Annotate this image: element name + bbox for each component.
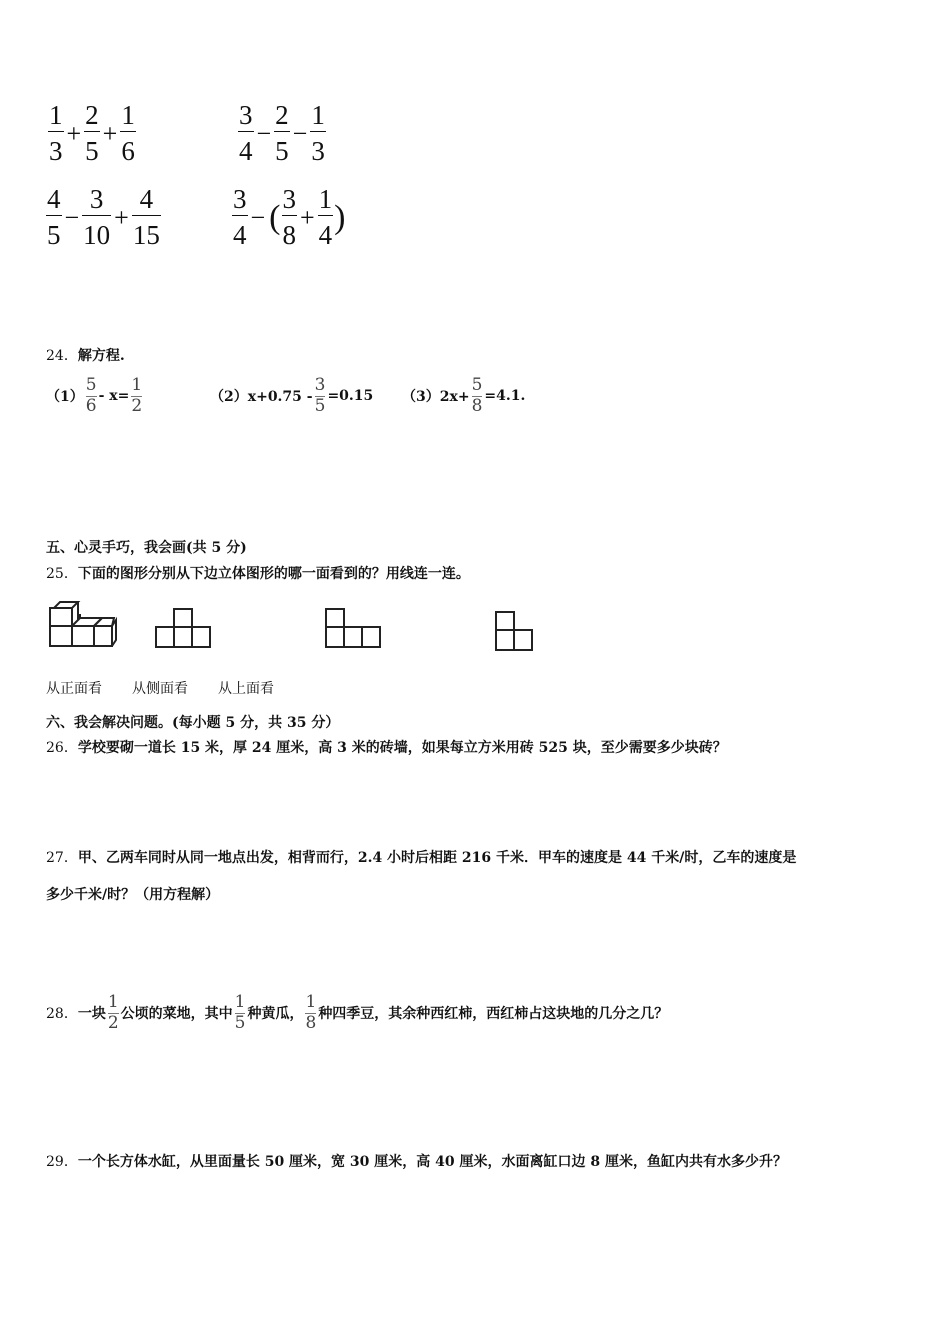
operator: −: [292, 118, 308, 148]
fraction: 1 3: [49, 100, 63, 166]
fraction: 3 5: [314, 375, 326, 416]
view-figure-c: [494, 610, 536, 654]
question-28: 28． 一块 1 2 公顷的菜地，其中 1 5 种黄瓜， 1 8 种四季豆，其余种西红柿，西红柿占这块地的几分之几？: [46, 992, 669, 1033]
fraction: 2 5: [275, 100, 289, 166]
section-6-title: 六、我会解决问题。(每小题 5 分，共 35 分）: [46, 715, 340, 731]
fraction: 3 8: [282, 184, 296, 250]
left-paren: (: [269, 198, 281, 236]
fraction: 1 4: [318, 184, 333, 250]
fraction: 3 4: [233, 184, 247, 250]
fraction: 2 5: [85, 100, 99, 166]
solid-figure: [46, 598, 118, 652]
question-24-title: 24．解方程.: [46, 348, 125, 364]
fraction: 1 2: [107, 992, 119, 1033]
question-26: 26．学校要砌一道长 15 米，厚 24 厘米，高 3 米的砖墙，如果每立方米用砖 525 块，至少需要多少块砖？: [46, 740, 727, 756]
expression-3: [46, 184, 161, 251]
fraction: 1 6: [121, 100, 135, 166]
view-label-top: 从上面看: [218, 681, 274, 697]
fraction: 1 2: [131, 375, 143, 416]
operator: +: [114, 202, 129, 232]
equation-3: （3）2x+ 5 8 =4.1.: [402, 375, 526, 416]
operator: +: [102, 118, 118, 148]
operator: −: [256, 118, 272, 148]
fraction: 1 5: [234, 992, 246, 1033]
fraction: 5 8: [471, 375, 483, 416]
view-figure-b: [324, 606, 382, 650]
fraction: 4 5: [47, 184, 61, 250]
question-27-line-1: 27．甲、乙两车同时从同一地点出发，相背而行，2.4 小时后相距 216 千米．甲车的速度是 44 千米/时，乙车的速度是: [46, 850, 797, 866]
view-label-front: 从正面看: [46, 681, 102, 697]
fraction: 5 6: [85, 375, 97, 416]
operator: +: [300, 202, 315, 232]
expression-2: [238, 100, 326, 167]
operator: −: [250, 202, 266, 232]
fraction: 3 4: [239, 100, 253, 166]
fraction: 1 8: [305, 992, 317, 1033]
view-figure-a: [154, 606, 212, 650]
question-25: 25．下面的图形分别从下边立体图形的哪一面看到的？用线连一连。: [46, 566, 470, 582]
expression-1: [48, 100, 136, 167]
expression-4: [232, 184, 347, 251]
fraction: 3 10: [83, 184, 111, 250]
question-29: 29．一个长方体水缸，从里面量长 50 厘米，宽 30 厘米，高 40 厘米，水面离缸口边 8 厘米，鱼缸内共有水多少升？: [46, 1154, 788, 1170]
view-label-side: 从侧面看: [132, 681, 188, 697]
equation-1: （1） 5 6 - x= 1 2: [46, 375, 143, 416]
fraction: 4 15: [132, 184, 160, 250]
fraction: 1 3: [311, 100, 325, 166]
operator: +: [66, 118, 82, 148]
view-labels: [46, 678, 274, 698]
question-27-line-2: 多少千米/时？（用方程解）: [46, 887, 220, 903]
section-5-title: 五、心灵手巧，我会画(共 5 分): [46, 540, 247, 556]
equation-2: （2）x+0.75 - 3 5 =0.15: [210, 375, 374, 416]
right-paren: ): [334, 198, 346, 236]
operator: −: [64, 202, 80, 232]
